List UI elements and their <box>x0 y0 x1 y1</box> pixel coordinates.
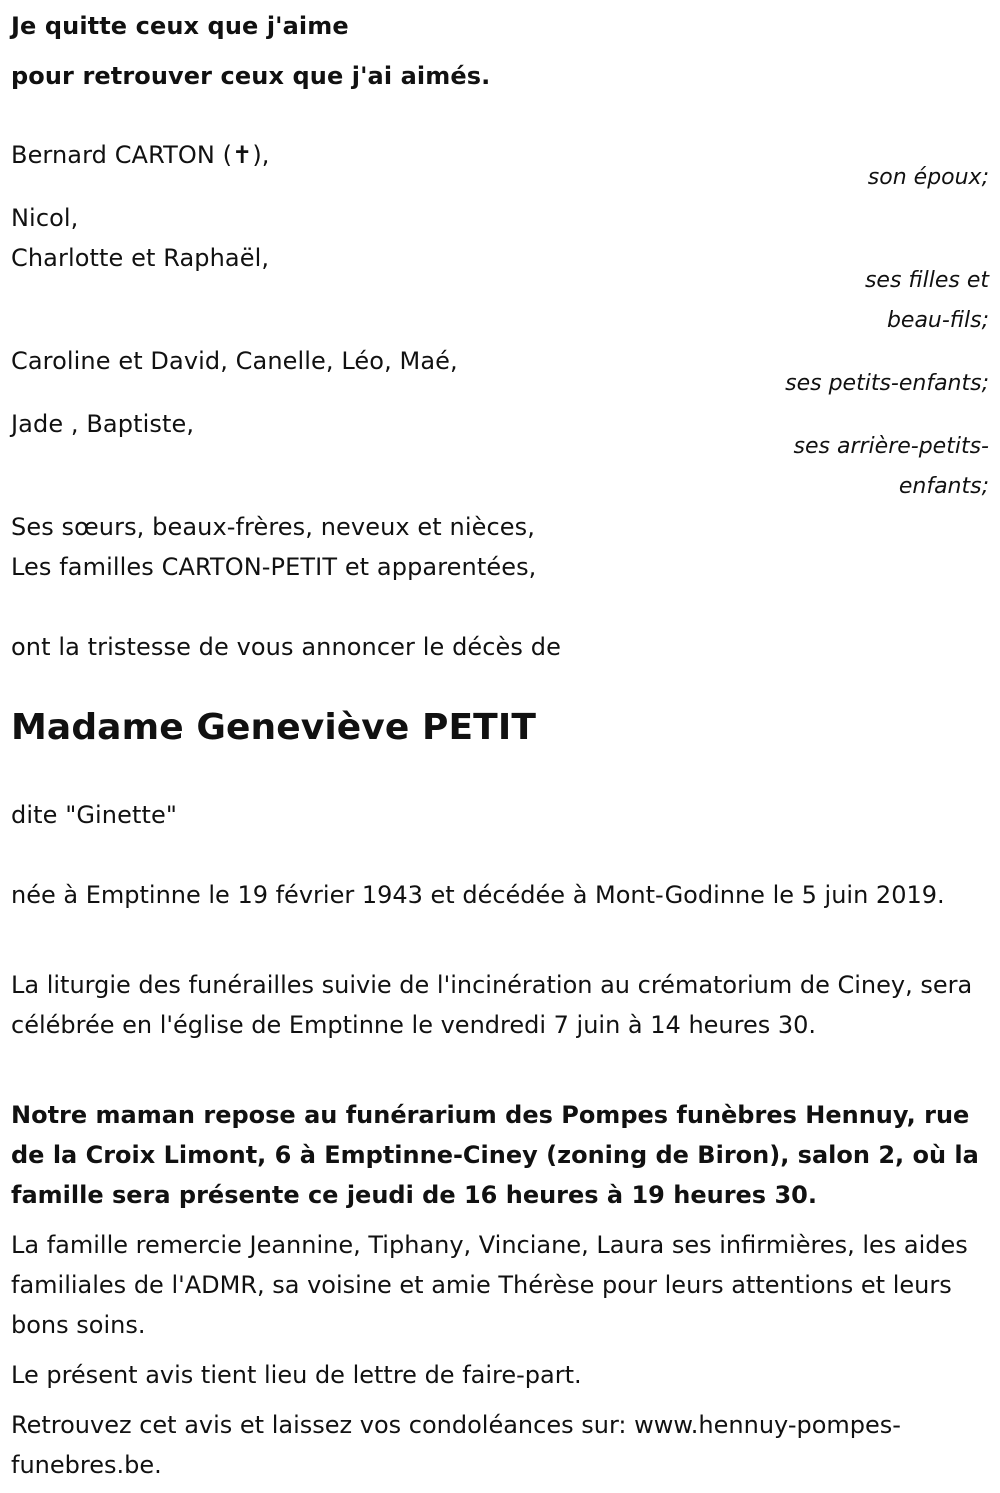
thanks-paragraph: La famille remercie Jeannine, Tiphany, Vinciane, Laura ses infirmières, les aides familiales de l'ADMR, sa voisine et amie Thérèse pour leurs attentions et leurs bons soins. <box>11 1231 968 1339</box>
great-grandchildren-role-2: enfants; <box>898 474 989 499</box>
families: Les familles CARTON-PETIT et apparentées, <box>11 553 537 581</box>
announcement: ont la tristesse de vous annoncer le décès de <box>11 633 561 661</box>
grandchildren-role: ses petits-enfants; <box>785 371 989 396</box>
great-grandchildren-role-1: ses arrière-petits- <box>793 434 989 459</box>
funeral-paragraph: La liturgie des funérailles suivie de l'incinération au crématorium de Ciney, sera célébrée en l'église de Emptinne le vendredi 7 juin à 14 heures 30. <box>11 971 973 1039</box>
great-grandchildren: Jade , Baptiste, <box>11 410 195 438</box>
husband-name: Bernard CARTON (✝), <box>11 141 270 169</box>
grandchildren: Caroline et David, Canelle, Léo, Maé, <box>11 347 458 375</box>
siblings: Ses sœurs, beaux-frères, neveux et nièces, <box>11 513 535 541</box>
notice-paragraph: Le présent avis tient lieu de lettre de faire-part. <box>11 1361 582 1389</box>
daughters-role-2: beau-fils; <box>886 308 989 333</box>
condolences-paragraph: Retrouvez cet avis et laissez vos condoléances sur: www.hennuy-pompes-funebres.be. <box>11 1411 901 1479</box>
funerarium-paragraph: Notre maman repose au funérarium des Pompes funèbres Hennuy, rue de la Croix Limont, 6 à Emptinne-Ciney (zoning de Biron), salon 2, où la famille sera présente ce jeudi de 16 heures à 19 heures 30. <box>11 1101 979 1209</box>
daughter-1: Nicol, <box>11 204 79 232</box>
epigraph-line-2: pour retrouver ceux que j'ai aimés. <box>11 62 491 90</box>
husband-role: son époux; <box>867 165 989 190</box>
epigraph-line-1: Je quitte ceux que j'aime <box>11 12 349 40</box>
deceased-nickname: dite "Ginette" <box>11 801 178 829</box>
birth-death-paragraph: née à Emptinne le 19 février 1943 et décédée à Mont-Godinne le 5 juin 2019. <box>11 881 945 909</box>
daughter-2: Charlotte et Raphaël, <box>11 244 270 272</box>
daughters-role-1: ses filles et <box>864 268 989 293</box>
deceased-name: Madame Geneviève PETIT <box>11 707 536 748</box>
